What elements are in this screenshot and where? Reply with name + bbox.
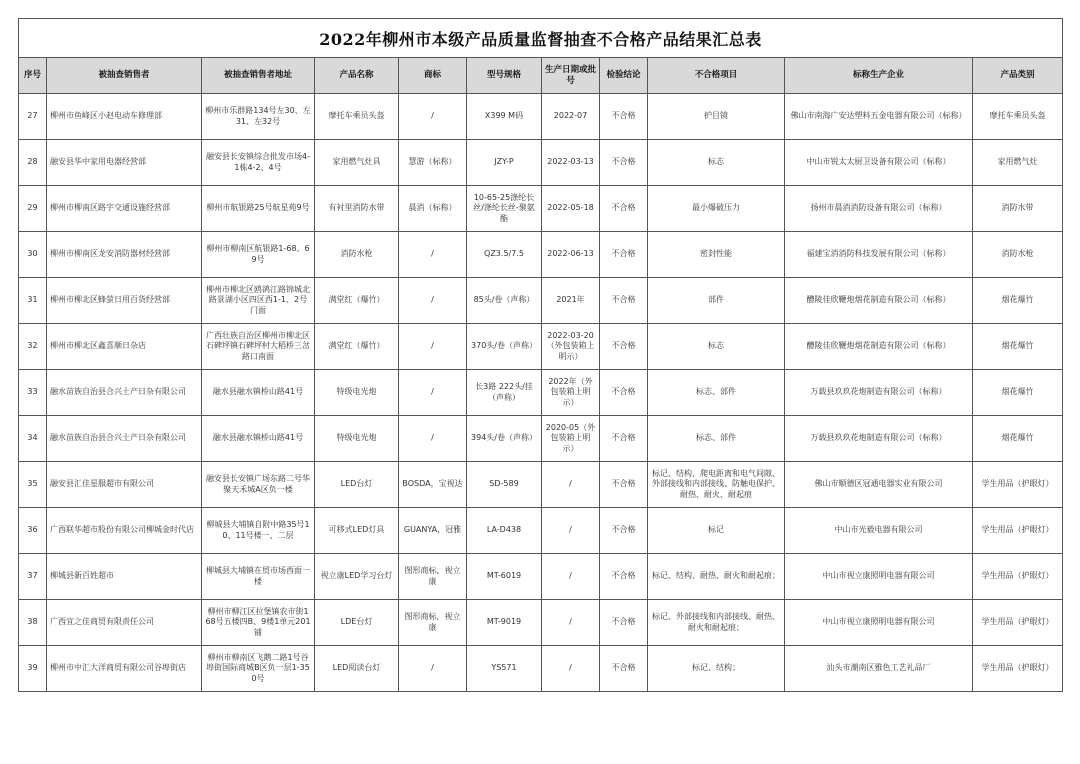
cell-no: 39: [19, 646, 47, 692]
cell-seller: 融水苗族自治县合兴土产日杂有限公司: [47, 370, 202, 416]
cell-result: 不合格: [600, 554, 648, 600]
cell-date: /: [542, 600, 600, 646]
cell-no: 27: [19, 94, 47, 140]
cell-seller: 柳州市柳南区龙安消防器材经营部: [47, 232, 202, 278]
cell-address: 柳州市柳江区拉堡镇农市街168号五楼四B、9楼1单元201铺: [202, 600, 315, 646]
cell-brand: 晨消（标称）: [399, 186, 467, 232]
cell-items: 密封性能: [648, 232, 785, 278]
cell-maker: 中山市视立康照明电器有限公司: [785, 554, 973, 600]
cell-no: 32: [19, 324, 47, 370]
cell-brand: /: [399, 324, 467, 370]
cell-address: 柳州市乐群路134号左30、左31、左32号: [202, 94, 315, 140]
cell-date: 2022-03-20（外包装箱上明示）: [542, 324, 600, 370]
cell-maker: 醴陵佳欣鞭炮烟花制造有限公司（标称）: [785, 324, 973, 370]
header-row: [19, 58, 1063, 94]
cell-result: 不合格: [600, 186, 648, 232]
cell-items: 标志: [648, 140, 785, 186]
cell-product: 特级电光炮: [315, 370, 399, 416]
cell-date: 2022-07: [542, 94, 600, 140]
cell-maker: 万载县玖玖花炮制造有限公司（标称）: [785, 416, 973, 462]
header-model: 型号规格: [467, 58, 542, 94]
cell-maker: 万载县玖玖花炮制造有限公司（标称）: [785, 370, 973, 416]
cell-maker: 佛山市南海广安达塑料五金电器有限公司（标称）: [785, 94, 973, 140]
cell-address: 柳州市柳北区鸥鹆江路锦城北路景湖小区四区西1-1、2号门面: [202, 278, 315, 324]
cell-model: 370头/卷（声称）: [467, 324, 542, 370]
cell-no: 33: [19, 370, 47, 416]
cell-category: 摩托车乘员头盔: [973, 94, 1063, 140]
header-result: 检验结论: [600, 58, 648, 94]
cell-result: 不合格: [600, 324, 648, 370]
cell-category: 消防水带: [973, 186, 1063, 232]
header-address: 被抽查销售者地址: [202, 58, 315, 94]
cell-product: LED台灯: [315, 462, 399, 508]
cell-seller: 广西宜之佳商贸有限责任公司: [47, 600, 202, 646]
cell-category: 学生用品（护眼灯）: [973, 508, 1063, 554]
cell-model: MT-6019: [467, 554, 542, 600]
header-items: 不合格项目: [648, 58, 785, 94]
cell-no: 29: [19, 186, 47, 232]
cell-result: 不合格: [600, 508, 648, 554]
cell-address: 柳城县大埔镇自附中路35号10、11号楼一、二层: [202, 508, 315, 554]
cell-product: 消防水枪: [315, 232, 399, 278]
cell-brand: /: [399, 278, 467, 324]
cell-category: 学生用品（护眼灯）: [973, 554, 1063, 600]
header-category: 产品类别: [973, 58, 1063, 94]
cell-category: 学生用品（护眼灯）: [973, 646, 1063, 692]
cell-seller: 融安县汇佳星服超市有限公司: [47, 462, 202, 508]
results-table: [18, 18, 1063, 692]
cell-brand: GUANYA，冠雅: [399, 508, 467, 554]
cell-category: 消防水枪: [973, 232, 1063, 278]
cell-brand: /: [399, 94, 467, 140]
cell-model: X399 M码: [467, 94, 542, 140]
cell-brand: 图形商标，视立康: [399, 554, 467, 600]
table-row: [19, 186, 1063, 232]
cell-category: 烟花爆竹: [973, 370, 1063, 416]
cell-items: 护目镜: [648, 94, 785, 140]
cell-model: JZY-P: [467, 140, 542, 186]
header-brand: 商标: [399, 58, 467, 94]
cell-address: 柳州市航银路25号航星苑9号: [202, 186, 315, 232]
cell-items: 标记、结构；: [648, 646, 785, 692]
table-row: [19, 416, 1063, 462]
cell-product: 特级电光炮: [315, 416, 399, 462]
cell-seller: 柳州市柳北区鑫喜顺日杂店: [47, 324, 202, 370]
table-row: [19, 508, 1063, 554]
cell-items: 标志、部件: [648, 370, 785, 416]
cell-date: 2022-05-18: [542, 186, 600, 232]
cell-maker: 福建宝消消防科技发展有限公司（标称）: [785, 232, 973, 278]
cell-brand: /: [399, 232, 467, 278]
cell-seller: 融安县华中家用电器经营部: [47, 140, 202, 186]
cell-seller: 柳州市柳北区蜂萤日用百货经营部: [47, 278, 202, 324]
cell-model: MT-9019: [467, 600, 542, 646]
table-row: [19, 324, 1063, 370]
cell-maker: 汕头市潮南区雅色工艺礼品厂: [785, 646, 973, 692]
cell-no: 35: [19, 462, 47, 508]
cell-brand: /: [399, 416, 467, 462]
table-row: [19, 600, 1063, 646]
cell-model: SD-589: [467, 462, 542, 508]
header-no: 序号: [19, 58, 47, 94]
cell-product: 满堂红（爆竹）: [315, 278, 399, 324]
cell-date: /: [542, 462, 600, 508]
table-row: [19, 232, 1063, 278]
cell-items: 部件: [648, 278, 785, 324]
cell-result: 不合格: [600, 370, 648, 416]
cell-brand: 慧游（标称）: [399, 140, 467, 186]
cell-model: 394头/卷（声称）: [467, 416, 542, 462]
table-title: 2022年柳州市本级产品质量监督抽查不合格产品结果汇总表: [19, 19, 1063, 58]
cell-result: 不合格: [600, 646, 648, 692]
cell-maker: 醴陵佳欣鞭炮烟花制造有限公司（标称）: [785, 278, 973, 324]
cell-no: 28: [19, 140, 47, 186]
cell-seller: 柳城县新百姓超市: [47, 554, 202, 600]
table-row: [19, 370, 1063, 416]
cell-date: /: [542, 508, 600, 554]
cell-product: LDE台灯: [315, 600, 399, 646]
cell-no: 36: [19, 508, 47, 554]
cell-category: 学生用品（护眼灯）: [973, 462, 1063, 508]
table-row: [19, 278, 1063, 324]
cell-maker: 中山市视立康照明电器有限公司: [785, 600, 973, 646]
cell-date: /: [542, 646, 600, 692]
cell-address: 融安县长安镇综合批发市场4-1栋4-2、4号: [202, 140, 315, 186]
cell-date: 2022-06-13: [542, 232, 600, 278]
cell-address: 柳城县大埔镇在贸市场西面一楼: [202, 554, 315, 600]
cell-model: QZ3.5/7.5: [467, 232, 542, 278]
cell-items: 标记、结构、爬电距离和电气间隙、外部接线和内部接线、防触电保护、耐热、耐火、耐起痕: [648, 462, 785, 508]
cell-address: 融水县融水镇桥山路41号: [202, 370, 315, 416]
cell-model: LA-D438: [467, 508, 542, 554]
cell-model: 长3路 222头/挂（声称）: [467, 370, 542, 416]
cell-product: 视立康LED学习台灯: [315, 554, 399, 600]
table-row: [19, 554, 1063, 600]
cell-items: 标记: [648, 508, 785, 554]
cell-result: 不合格: [600, 278, 648, 324]
cell-product: 可移式LED灯具: [315, 508, 399, 554]
cell-address: 广西壮族自治区柳州市柳北区石碑坪镇石碑坪村大稻桥三岔路口南面: [202, 324, 315, 370]
cell-result: 不合格: [600, 94, 648, 140]
cell-seller: 柳州市柳南区路宇交通设施经营部: [47, 186, 202, 232]
cell-seller: 柳州市中汇大洋商贸有限公司谷埠街店: [47, 646, 202, 692]
table-row: [19, 462, 1063, 508]
cell-maker: 中山市锐太太厨卫设备有限公司（标称）: [785, 140, 973, 186]
cell-maker: 佛山市顺德区冠通电器实业有限公司: [785, 462, 973, 508]
cell-brand: BOSDA，宝视达: [399, 462, 467, 508]
table-row: [19, 140, 1063, 186]
header-maker: 标称生产企业: [785, 58, 973, 94]
cell-category: 学生用品（护眼灯）: [973, 600, 1063, 646]
cell-no: 38: [19, 600, 47, 646]
cell-seller: 柳州市鱼峰区小赵电动车修理部: [47, 94, 202, 140]
cell-result: 不合格: [600, 232, 648, 278]
cell-category: 烟花爆竹: [973, 278, 1063, 324]
cell-brand: /: [399, 646, 467, 692]
header-seller: 被抽查销售者: [47, 58, 202, 94]
table-row: [19, 646, 1063, 692]
cell-model: 10-65-25涤纶长丝/涤纶长丝-聚氨酯: [467, 186, 542, 232]
table-row: [19, 94, 1063, 140]
cell-product: 满堂红（爆竹）: [315, 324, 399, 370]
cell-no: 34: [19, 416, 47, 462]
cell-address: 柳州市柳南区航银路1-68、69号: [202, 232, 315, 278]
cell-category: 烟花爆竹: [973, 324, 1063, 370]
cell-items: 最小爆破压力: [648, 186, 785, 232]
cell-date: 2022年（外包装箱上明示）: [542, 370, 600, 416]
cell-items: 标志: [648, 324, 785, 370]
cell-items: 标记、结构、耐热、耐火和耐起痕；: [648, 554, 785, 600]
table-body: [19, 94, 1063, 692]
cell-result: 不合格: [600, 416, 648, 462]
cell-address: 融水县融水镇桥山路41号: [202, 416, 315, 462]
cell-maker: 中山市光毅电器有限公司: [785, 508, 973, 554]
results-summary-sheet: [18, 18, 1062, 692]
cell-model: 85头/卷（声称）: [467, 278, 542, 324]
cell-product: 有衬里消防水带: [315, 186, 399, 232]
cell-brand: 图形商标，视立康: [399, 600, 467, 646]
cell-seller: 融水苗族自治县合兴土产日杂有限公司: [47, 416, 202, 462]
header-date: 生产日期或批号: [542, 58, 600, 94]
cell-category: 家用燃气灶: [973, 140, 1063, 186]
cell-no: 37: [19, 554, 47, 600]
cell-product: 家用燃气灶具: [315, 140, 399, 186]
cell-result: 不合格: [600, 140, 648, 186]
cell-model: YS571: [467, 646, 542, 692]
cell-address: 融安县长安镇广场东路二号华聚天禾城A区负一楼: [202, 462, 315, 508]
cell-items: 标记、外部接线和内部接线、耐热、耐火和耐起痕；: [648, 600, 785, 646]
cell-brand: /: [399, 370, 467, 416]
cell-date: 2022-03-13: [542, 140, 600, 186]
cell-product: 摩托车乘员头盔: [315, 94, 399, 140]
cell-result: 不合格: [600, 462, 648, 508]
cell-category: 烟花爆竹: [973, 416, 1063, 462]
cell-date: 2021年: [542, 278, 600, 324]
header-product: 产品名称: [315, 58, 399, 94]
cell-date: 2020-05（外包装箱上明示）: [542, 416, 600, 462]
cell-date: /: [542, 554, 600, 600]
cell-product: LED阅读台灯: [315, 646, 399, 692]
cell-address: 柳州市柳南区飞鹅二路1号谷埠街国际商城B区负一层1-350号: [202, 646, 315, 692]
cell-maker: 扬州市晨消消防设备有限公司（标称）: [785, 186, 973, 232]
cell-items: 标志、部件: [648, 416, 785, 462]
cell-result: 不合格: [600, 600, 648, 646]
cell-no: 30: [19, 232, 47, 278]
cell-no: 31: [19, 278, 47, 324]
cell-seller: 广西联华超市股份有限公司柳城金时代店: [47, 508, 202, 554]
